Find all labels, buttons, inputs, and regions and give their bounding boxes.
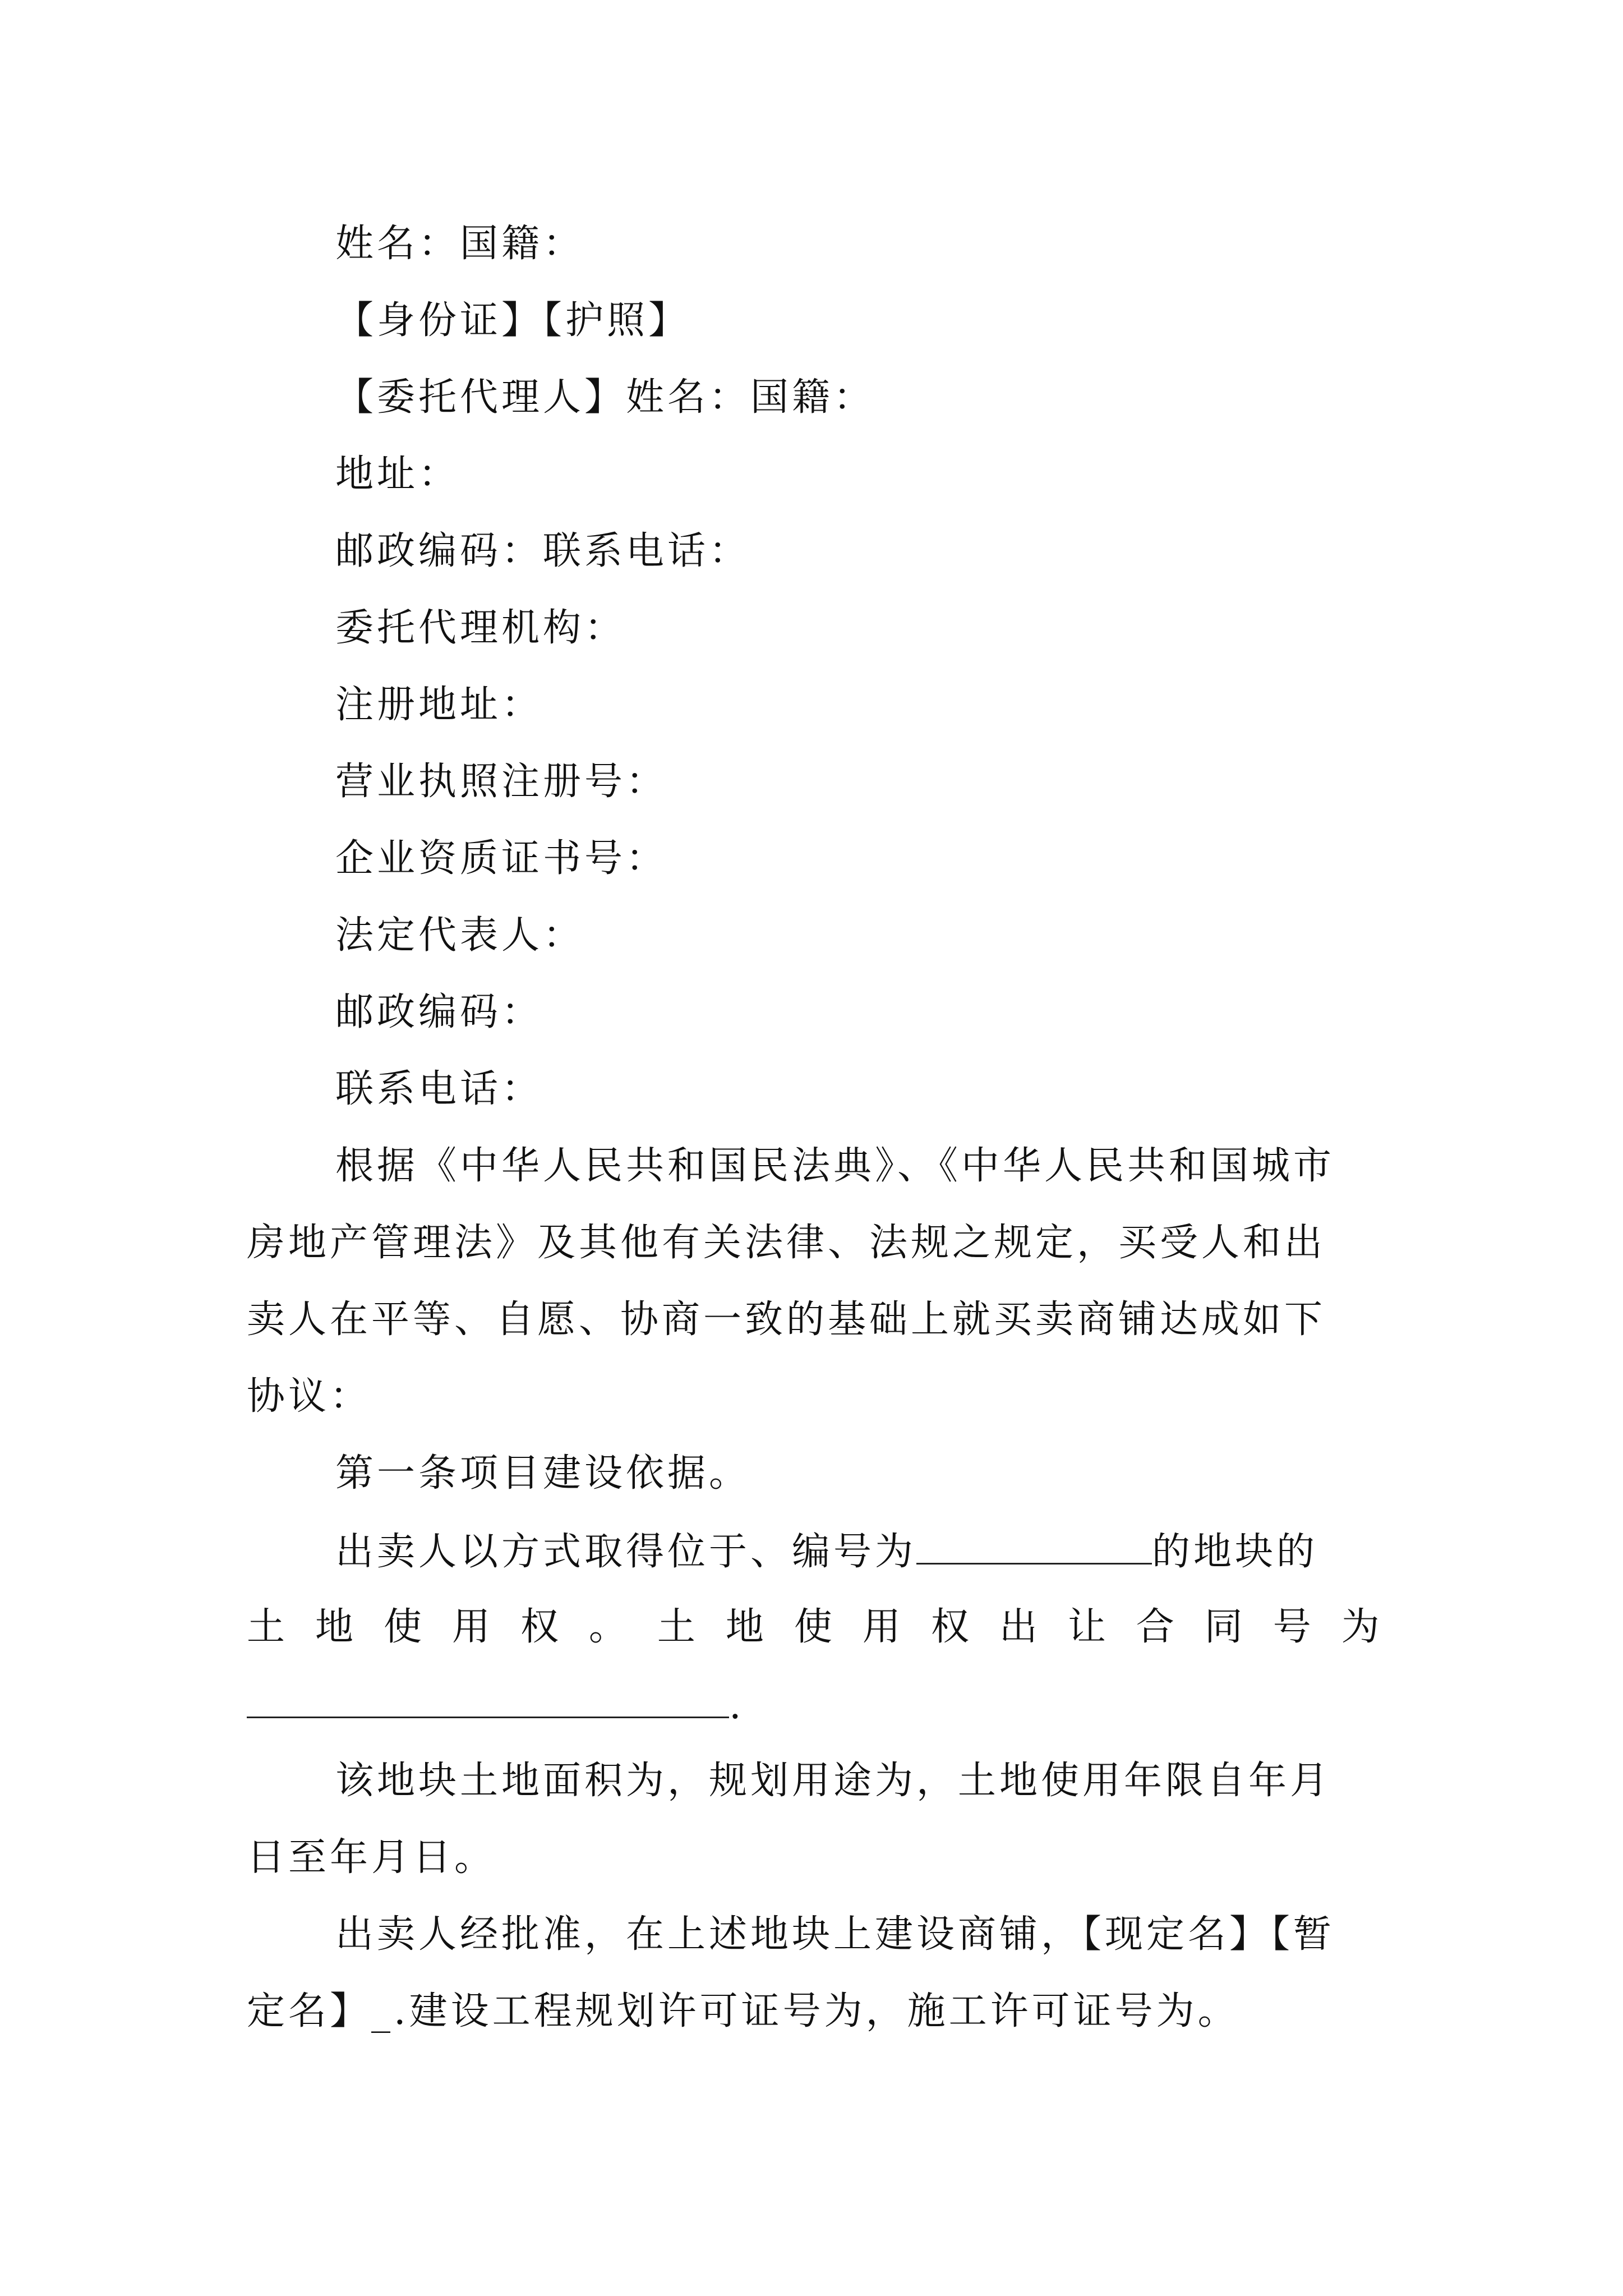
transfer-contract-number-blank xyxy=(247,1682,729,1718)
land-paragraph-char: 合 xyxy=(1136,1605,1174,1649)
business-license-line: 营业执照注册号： xyxy=(335,760,668,804)
phone-line: 联系电话： xyxy=(335,1067,543,1111)
land-paragraph-char: 土 xyxy=(657,1605,695,1649)
land-paragraph-text-after: 的地块的 xyxy=(1152,1530,1318,1574)
land-paragraph-char: 权 xyxy=(930,1605,969,1649)
registered-address-line: 注册地址： xyxy=(335,683,543,727)
land-paragraph-char: 。 xyxy=(588,1605,627,1649)
land-paragraph-line-2 xyxy=(247,1605,1380,1650)
land-paragraph-char: 号 xyxy=(1272,1605,1311,1649)
land-paragraph-char: 地 xyxy=(725,1605,764,1649)
paragraph-basis-line-3: 卖人在平等、自愿、协商一致的基础上就买卖商铺达成如下 xyxy=(247,1297,1326,1342)
land-paragraph-text-before: 出卖人以方式取得位于、编号为 xyxy=(335,1530,917,1574)
agent-name-nationality-line: 【委托代理人】姓名：国籍： xyxy=(335,375,875,420)
paragraph-basis-line-1: 根据《中华人民共和国民法典》、《中华人民共和国城市 xyxy=(335,1144,1335,1188)
id-type-line: 【身份证】【护照】 xyxy=(335,298,690,343)
construction-line-1: 出卖人经批准，在上述地块上建设商铺，【现定名】【暂 xyxy=(335,1912,1335,1957)
land-paragraph-char: 土 xyxy=(247,1605,285,1649)
address-line: 地址： xyxy=(335,452,460,496)
land-paragraph-period: . xyxy=(729,1683,745,1728)
land-area-line-1: 该地块土地面积为，规划用途为，土地使用年限自年月 xyxy=(335,1759,1332,1803)
article-one-heading: 第一条项目建设依据。 xyxy=(335,1451,751,1496)
land-paragraph-char: 地 xyxy=(315,1605,353,1649)
postcode-line: 邮政编码： xyxy=(335,990,543,1034)
land-paragraph-char: 用 xyxy=(862,1605,901,1649)
agency-line: 委托代理机构： xyxy=(335,606,626,650)
paragraph-basis-line-4: 协议： xyxy=(247,1374,372,1419)
land-paragraph-char: 用 xyxy=(451,1605,490,1649)
land-area-line-2: 日至年月日。 xyxy=(247,1835,496,1880)
land-paragraph-char: 使 xyxy=(794,1605,832,1649)
legal-representative-line: 法定代表人： xyxy=(335,913,585,958)
land-paragraph-char: 让 xyxy=(1067,1605,1106,1649)
plot-number-blank xyxy=(916,1528,1152,1565)
land-paragraph-line-3 xyxy=(247,1682,745,1728)
land-paragraph-char: 为 xyxy=(1341,1605,1380,1649)
land-paragraph-line-1 xyxy=(335,1528,1318,1575)
land-paragraph-char: 出 xyxy=(999,1605,1038,1649)
seller-name-nationality-line: 姓名：国籍： xyxy=(335,222,585,266)
paragraph-basis-line-2: 房地产管理法》及其他有关法律、法规之规定，买受人和出 xyxy=(247,1221,1326,1265)
land-paragraph-char: 使 xyxy=(383,1605,422,1649)
qualification-cert-line: 企业资质证书号： xyxy=(335,836,668,881)
postcode-phone-line: 邮政编码：联系电话： xyxy=(335,529,751,573)
construction-line-2: 定名】_.建设工程规划许可证号为，施工许可证号为。 xyxy=(247,1989,1239,2033)
land-paragraph-char: 同 xyxy=(1204,1605,1243,1649)
land-paragraph-char: 权 xyxy=(520,1605,559,1649)
